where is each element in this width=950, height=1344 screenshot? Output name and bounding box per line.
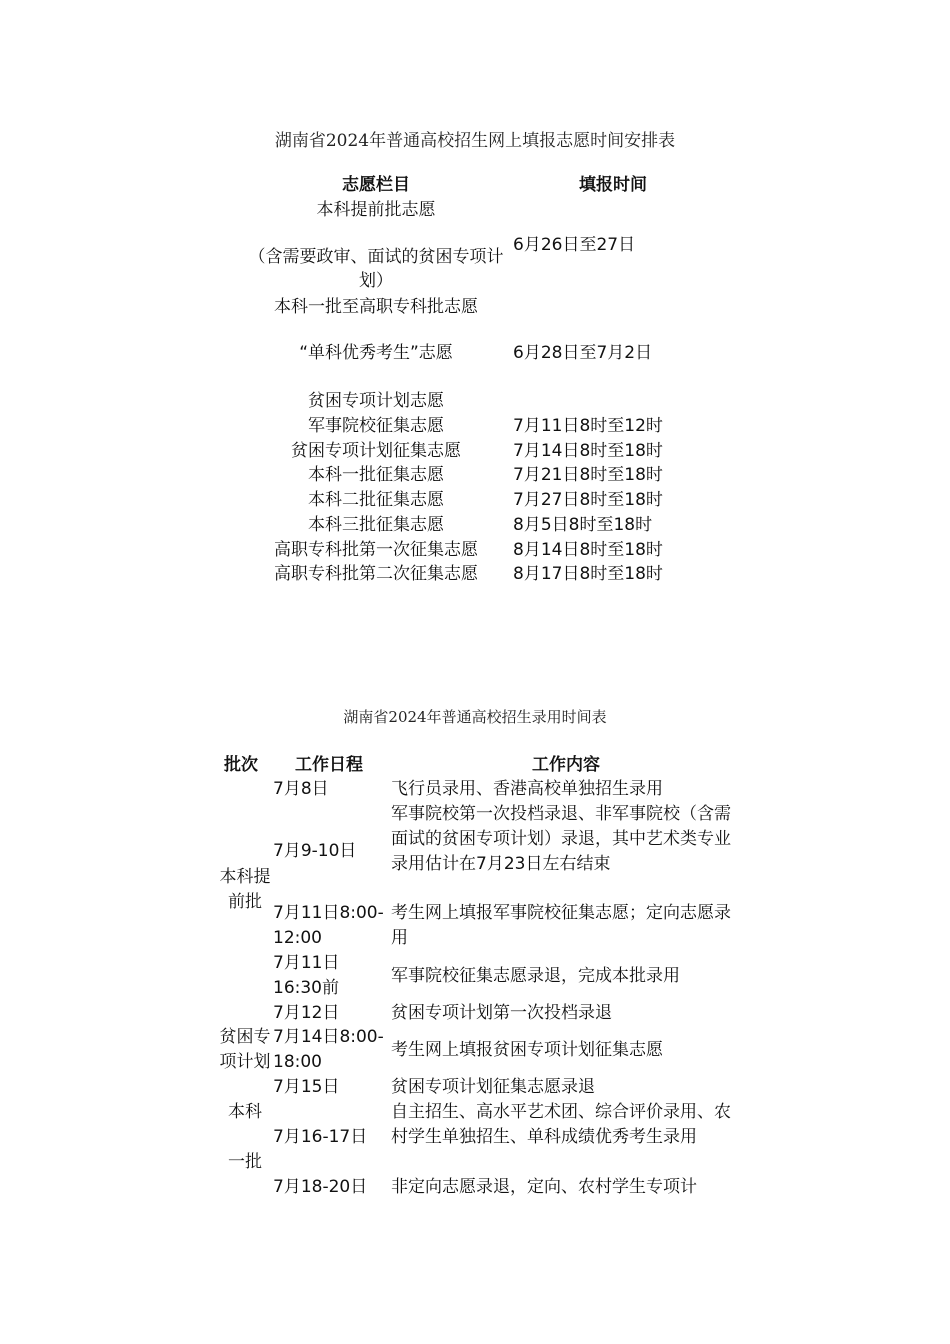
schedule-date: 7月15日 bbox=[273, 1077, 340, 1097]
table1-row-time: 6月26日至27日 bbox=[513, 235, 636, 255]
table1-title: 湖南省2024年普通高校招生网上填报志愿时间安排表 bbox=[274, 131, 676, 151]
schedule-date: 7月11日16:30前 bbox=[273, 953, 340, 998]
work-content: 考生网上填报军事院校征集志愿；定向志愿录用 bbox=[391, 903, 731, 948]
work-content: 军事院校征集志愿录退，完成本批录用 bbox=[391, 966, 680, 986]
table2-title: 湖南省2024年普通高校招生录用时间表 bbox=[343, 708, 607, 726]
work-content: 自主招生、高水平艺术团、综合评价录用、农村学生单独招生、单科成绩优秀考生录用 bbox=[391, 1102, 731, 1147]
batch-label: 本科提前批 bbox=[219, 867, 271, 912]
batch-label: 一批 bbox=[228, 1152, 262, 1172]
schedule-date: 7月12日 bbox=[273, 1003, 340, 1023]
table1-row-time: 8月17日8时至18时 bbox=[513, 564, 663, 584]
table1-row-label: 本科三批征集志愿 bbox=[308, 515, 444, 535]
work-content: 军事院校第一次投档录退、非军事院校（含需面试的贫困专项计划）录退，其中艺术类专业录用估计在7月23日左右结束 bbox=[391, 804, 731, 874]
table2-header-content: 工作内容 bbox=[532, 755, 600, 775]
table1-row-time: 7月11日8时至12时 bbox=[513, 416, 663, 436]
work-content: 贫困专项计划第一次投档录退 bbox=[391, 1003, 612, 1023]
work-content: 非定向志愿录退，定向、农村学生专项计 bbox=[391, 1177, 697, 1197]
table1-row-label: 贫困专项计划征集志愿 bbox=[291, 441, 461, 461]
table1-row-label: 本科一批征集志愿 bbox=[308, 465, 444, 485]
work-content: 贫困专项计划征集志愿录退 bbox=[391, 1077, 595, 1097]
table1-row-label: “单科优秀考生”志愿 bbox=[299, 343, 453, 363]
schedule-date: 7月8日 bbox=[273, 779, 329, 799]
schedule-date: 7月9-10日 bbox=[273, 841, 357, 861]
work-content: 考生网上填报贫困专项计划征集志愿 bbox=[391, 1040, 663, 1060]
table1-row-time: 8月14日8时至18时 bbox=[513, 540, 663, 560]
table1-row-label: 本科一批至高职专科批志愿 bbox=[274, 297, 478, 317]
table1-row-time: 7月21日8时至18时 bbox=[513, 465, 663, 485]
table1-header-time: 填报时间 bbox=[579, 175, 647, 195]
table1-row-label: 贫困专项计划志愿 bbox=[308, 391, 444, 411]
batch-label: 本科 bbox=[228, 1102, 262, 1122]
work-content: 飞行员录用、香港高校单独招生录用 bbox=[391, 779, 663, 799]
schedule-date: 7月14日8:00-18:00 bbox=[273, 1027, 384, 1072]
table1-row-time: 7月14日8时至18时 bbox=[513, 441, 663, 461]
table1-row-time: 8月5日8时至18时 bbox=[513, 515, 653, 535]
schedule-date: 7月16-17日 bbox=[273, 1127, 368, 1147]
schedule-date: 7月18-20日 bbox=[273, 1177, 368, 1197]
table1-row-label: （含需要政审、面试的贫困专项计划） bbox=[248, 247, 504, 291]
table2-header-batch: 批次 bbox=[224, 755, 258, 775]
schedule-date: 7月11日8:00-12:00 bbox=[273, 903, 384, 948]
table1-row-label: 本科二批征集志愿 bbox=[308, 490, 444, 510]
table1-row-label: 高职专科批第二次征集志愿 bbox=[274, 564, 478, 584]
table1-row-label: 高职专科批第一次征集志愿 bbox=[274, 540, 478, 560]
table1-row-time: 6月28日至7月2日 bbox=[513, 343, 653, 363]
table1-row-label: 本科提前批志愿 bbox=[316, 200, 436, 220]
table1-row-time: 7月27日8时至18时 bbox=[513, 490, 663, 510]
table2-header-schedule: 工作日程 bbox=[295, 755, 363, 775]
table1-header-column: 志愿栏目 bbox=[342, 175, 410, 195]
table1-row-label: 军事院校征集志愿 bbox=[308, 416, 444, 436]
batch-label: 贫困专项计划 bbox=[219, 1027, 271, 1072]
